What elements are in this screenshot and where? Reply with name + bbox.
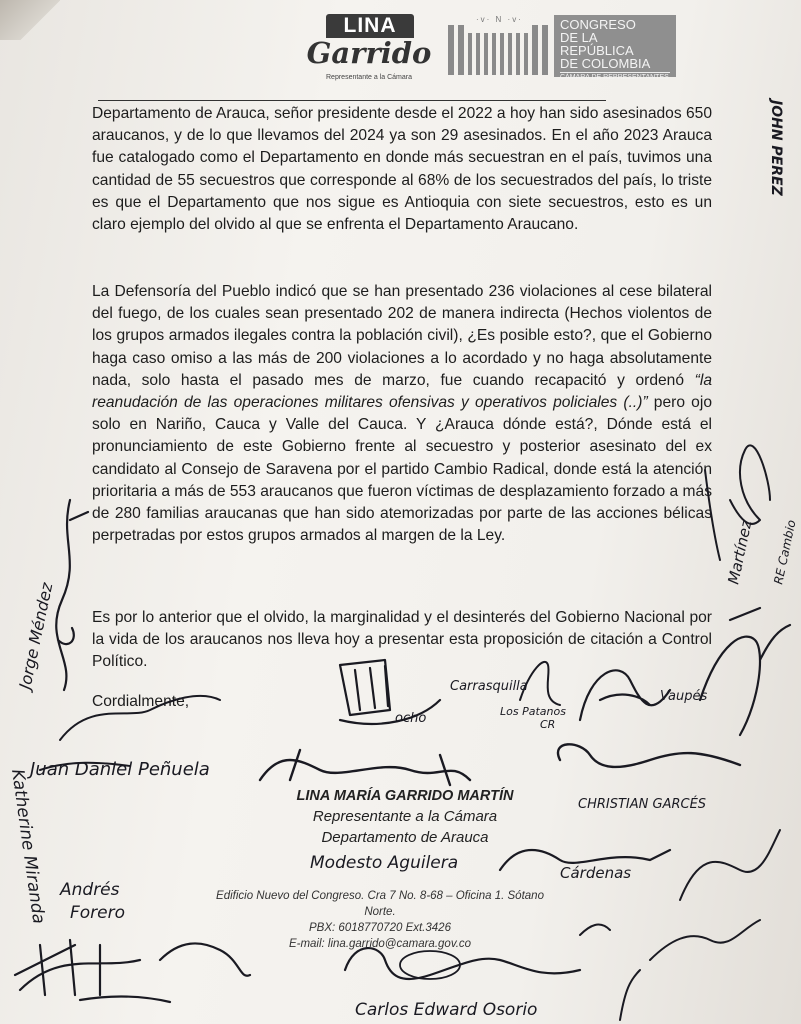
- paragraph-2: [92, 281, 712, 547]
- signature-martinez: Martínez: [724, 518, 756, 586]
- congress-logo: [446, 15, 676, 81]
- paragraph-2-text-b: pero ojo solo en Nariño, Cauca y Valle del Cauca. Y ¿Arauca dónde está?, Dónde está el pronunciamiento de este Gobierno frente al secuestro y posterior asesinato del ex candidato al Consejo de Saravena por el partido Cambio Radical, donde está la atención prioritaria a más de 553 araucanos que fueron víctimas de desplazamiento forzado a más de 280 familias araucanas que han sido atemorizadas por parte de las acciones bélicas perpetradas por estos grupos armados al margen de la Ley.: [92, 394, 712, 545]
- signature-vaupes-scribble: [580, 670, 670, 720]
- logo-lina-subtitle: Representante a la Cámara: [326, 74, 412, 81]
- signature-los-patanos: Los Patanos: [500, 705, 566, 718]
- congress-seal-text: ·v· N ·v·: [476, 15, 523, 24]
- signature-cardenas: Cárdenas: [560, 864, 632, 882]
- footer-email: E-mail: lina.garrido@camara.gov.co: [288, 938, 472, 950]
- congress-line-1: CONGRESO: [560, 17, 636, 32]
- paragraph-2-text-a: La Defensoría del Pueblo indicó que se han presentado 236 violaciones al cese bilateral del fuego, de los cuales sean presentado 202 de manera indirecta (Hechos violentos de los grupos armados ilegales contra la población civil), ¿Es posible esto?, que el Gobierno haga caso omiso a las más de 200 violaciones a lo acordado y no haga absolutamente nada, solo hasta el pasado mes de marzo, fue cuando recapacitó y ordenó: [92, 283, 712, 389]
- congress-name-box: [554, 15, 676, 81]
- signature-andres-2: Forero: [70, 903, 126, 923]
- signer-role: Representante a la Cámara: [312, 808, 498, 825]
- signature-andres-1: Andrés: [60, 880, 120, 900]
- signer-department: Departamento de Arauca: [321, 829, 489, 846]
- paragraph-3: Es por lo anterior que el olvido, la marginalidad y el desinterés del Gobierno Nacional por la vida de los araucanos nos lleva hoy a presentar esta proposición de citación a Control Político.: [92, 609, 712, 671]
- signature-vaupes: Vaupés: [660, 689, 708, 704]
- signature-lower-right: [580, 830, 780, 960]
- signature-re-cambio: RE Cambio: [771, 518, 799, 586]
- signature-lina-scribble: [260, 750, 470, 785]
- header-divider: [98, 100, 606, 101]
- footer-phone: PBX: 6018770720 Ext.3426: [309, 922, 451, 934]
- footer-contact: [200, 888, 560, 952]
- logo-lina-top: LINA: [326, 14, 414, 38]
- signature-cardenas-scribble: [500, 850, 670, 870]
- margin-note: JOHN PEREZ: [768, 100, 784, 196]
- signature-cr: CR: [540, 718, 556, 731]
- paragraph-2-quote: “la reanudación de las operaciones militares ofensivas y operativos policiales (..)”: [92, 371, 712, 412]
- signature-loop: [400, 951, 460, 979]
- congress-line-3: DE COLOMBIA: [560, 56, 651, 71]
- signature-christian: CHRISTIAN GARCÉS: [578, 797, 707, 812]
- signature-bottom-center: [345, 948, 580, 979]
- paragraph-1: Departamento de Arauca, señor presidente desde el 2022 a hoy han sido asesinados 650 araucanos, y de lo que llevamos del 2024 ya son 29 asesinados. En el año 2023 Arauca fue catalogado como el Departamento en donde más secuestran en el país, tuvimos una cantidad de 55 secuestros que corresponde al 68% de los secuestrados del país, lo triste es que el Departamento que nos sigue es Antioquia con siete secuestros, esto es un claro ejemplo del olvido al que se enfrenta el Departamento Araucano.: [92, 105, 712, 234]
- signature-jorge-scribble: [56, 500, 88, 690]
- logo-lina-script: Garrido: [306, 36, 432, 70]
- signature-katherine: Katherine Miranda: [7, 767, 49, 926]
- signature-martinez-scribble: [705, 445, 770, 560]
- lina-garrido-logo: [298, 14, 440, 88]
- signature-carlos: Carlos Edward Osorio: [355, 1000, 538, 1020]
- signer-name: LINA MARÍA GARRIDO MARTÍN: [296, 788, 514, 804]
- congress-chamber: CÁMARA DE REPRESENTANTES: [560, 74, 669, 81]
- signature-modesto: Modesto Aguilera: [310, 853, 459, 873]
- signature-large-right: [700, 608, 790, 735]
- folded-corner: [0, 0, 60, 40]
- signature-jorge-mendez: Jorge Méndez: [15, 580, 57, 691]
- signature-ocho: ocho: [395, 711, 427, 726]
- congress-columns-icon: [448, 19, 548, 75]
- signature-christian-scribble: [558, 744, 740, 767]
- footer-address: Edificio Nuevo del Congreso. Cra 7 No. 8-68 – Oficina 1. Sótano Norte.: [216, 890, 544, 918]
- closing-salutation: Cordialmente,: [92, 693, 190, 710]
- signature-bottom-right-mark: [620, 970, 640, 1020]
- signature-carrasquilla: Carrasquilla: [450, 679, 528, 694]
- signature-juan: Juan Daniel Peñuela: [30, 759, 210, 780]
- signature-block: [240, 786, 570, 848]
- congress-line-2: DE LA REPÚBLICA: [560, 30, 634, 58]
